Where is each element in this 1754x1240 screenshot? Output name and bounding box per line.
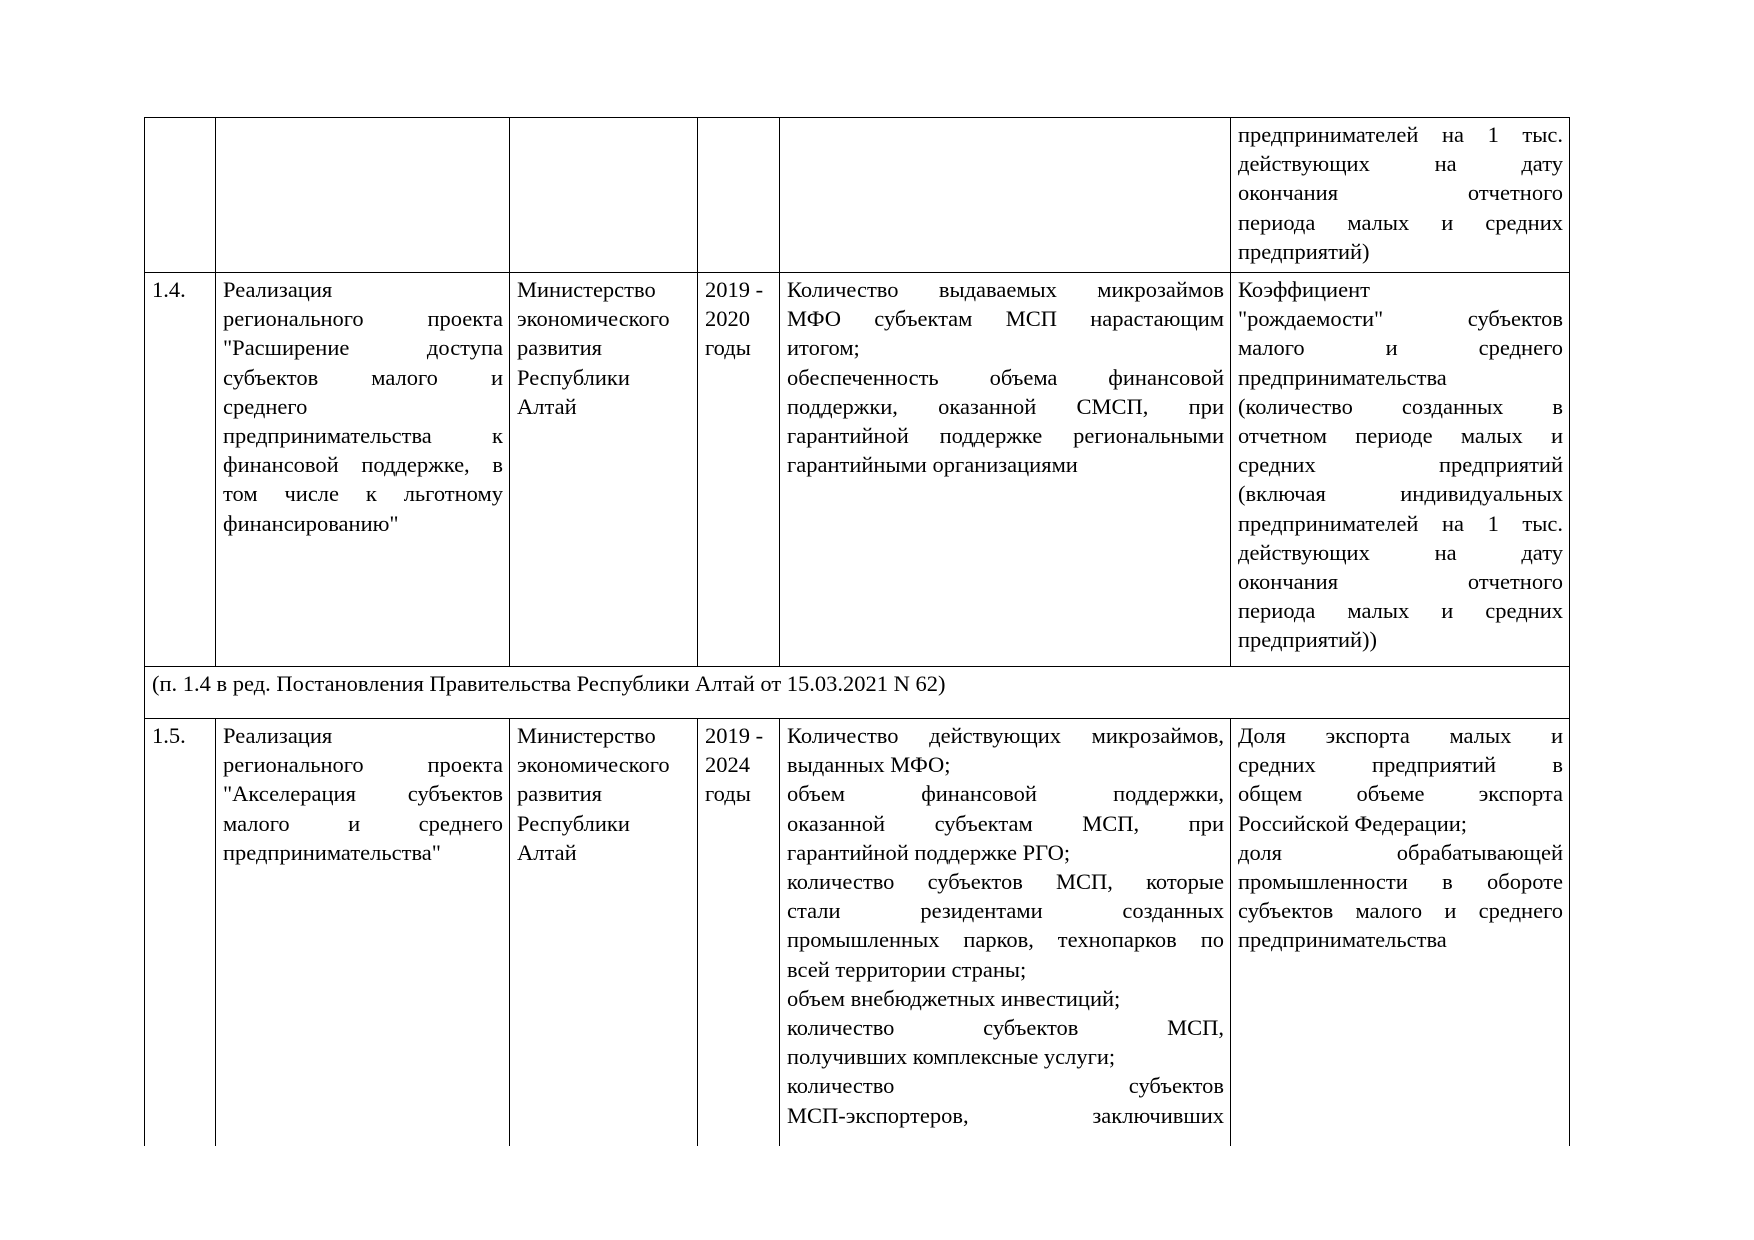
text-line: Республики: [517, 364, 630, 390]
cell-executor: [510, 719, 698, 1146]
text-line: количество субъектов МСП,: [787, 1015, 1224, 1041]
text-line: объем внебюджетных инвестиций;: [787, 985, 1121, 1011]
text-line: количество субъектов: [787, 1073, 1224, 1099]
text-line: субъектов малого и: [223, 364, 503, 390]
cell-results: [780, 118, 1231, 273]
text-line: выданных МФО;: [787, 752, 951, 778]
text-line: финансовой поддержке, в: [223, 452, 503, 478]
text-line: годы: [705, 781, 751, 807]
text-line: Алтай: [517, 839, 577, 865]
cell-results: [780, 719, 1231, 1146]
text-line: Министерство: [517, 723, 656, 748]
table-row-1-4: [145, 273, 1570, 667]
text-line: Доля экспорта малых и: [1238, 723, 1563, 748]
text-line: экономического: [517, 306, 670, 332]
text-line: Коэффициент: [1238, 277, 1370, 302]
text-line: 2019 -: [705, 277, 764, 302]
text-line: отчетном периоде малых и: [1238, 423, 1563, 449]
text-line: "Акселерация субъектов: [223, 781, 503, 807]
text-line: гарантийной поддержке региональными: [787, 423, 1224, 449]
row-number: [145, 719, 216, 1146]
table-row-continuation: [145, 118, 1570, 273]
text-line: 2020: [705, 306, 750, 332]
text-line: действующих на дату: [1238, 539, 1563, 565]
text-line: всей территории страны;: [787, 956, 1027, 982]
cell-indicator: [1231, 273, 1570, 667]
text-line: годы: [705, 335, 751, 361]
text-line: периода малых и средних: [1238, 209, 1563, 235]
text-line: малого и среднего: [1238, 335, 1563, 361]
text-line: Министерство: [517, 277, 656, 302]
text-line: субъектов малого и среднего: [1238, 898, 1563, 924]
text-line: предпринимателей на 1 тыс.: [1238, 122, 1563, 147]
text-line: средних предприятий: [1238, 452, 1563, 478]
cell-results: [780, 273, 1231, 667]
text-line: предпринимательства: [1238, 364, 1447, 390]
text-line: Реализация: [223, 723, 333, 748]
text-line: количество субъектов МСП, которые: [787, 869, 1224, 895]
text-line: окончания отчетного: [1238, 180, 1563, 206]
cell-period: [698, 118, 780, 273]
text-line: итогом;: [787, 335, 860, 361]
text-line: поддержки, оказанной СМСП, при: [787, 393, 1224, 419]
row-number: [145, 273, 216, 667]
text-line: МФО субъектам МСП нарастающим: [787, 306, 1224, 332]
text-line: гарантийной поддержке РГО;: [787, 839, 1071, 865]
text-line: стали резидентами созданных: [787, 898, 1224, 924]
text-line: получивших комплексные услуги;: [787, 1044, 1116, 1070]
amendment-note: [145, 667, 1570, 719]
text-line: предпринимателей на 1 тыс.: [1238, 510, 1563, 536]
amendment-note-text: (п. 1.4 в ред. Постановления Правительства Республики Алтай от 15.03.2021 N 62): [152, 671, 946, 696]
cell-num: [145, 118, 216, 273]
table-row-1-5: [145, 719, 1570, 1146]
text-line: промышленных парков, технопарков по: [787, 927, 1224, 953]
text-line: Алтай: [517, 393, 577, 419]
text-line: среднего: [223, 393, 308, 419]
cell-executor: [510, 118, 698, 273]
text-line: окончания отчетного: [1238, 569, 1563, 595]
text-line: предпринимательства: [1238, 927, 1447, 953]
text-line: общем объеме экспорта: [1238, 781, 1563, 807]
amendment-note-row: [145, 667, 1570, 719]
text-line: регионального проекта: [223, 752, 503, 778]
cell-indicator: [1231, 118, 1570, 273]
text-line: МСП-экспортеров, заключивших: [787, 1102, 1224, 1128]
text-line: том числе к льготному: [223, 481, 503, 507]
text-line: "Расширение доступа: [223, 335, 503, 361]
text-line: промышленности в обороте: [1238, 869, 1563, 895]
text-line: Количество действующих микрозаймов,: [787, 723, 1224, 748]
text-line: (включая индивидуальных: [1238, 481, 1563, 507]
text-line: экономического: [517, 752, 670, 778]
text-line: предприятий)): [1238, 627, 1378, 653]
text-line: объем финансовой поддержки,: [787, 781, 1224, 807]
cell-project: [216, 273, 510, 667]
text-line: финансированию": [223, 510, 399, 536]
text-line: средних предприятий в: [1238, 752, 1563, 778]
cell-project: [216, 118, 510, 273]
cell-project: [216, 719, 510, 1146]
text-line: действующих на дату: [1238, 151, 1563, 177]
text-line: оказанной субъектам МСП, при: [787, 810, 1224, 836]
text-line: периода малых и средних: [1238, 598, 1563, 624]
text-line: Реализация: [223, 277, 333, 302]
text-line: предпринимательства к: [223, 423, 503, 449]
row-number-text: 1.4.: [152, 277, 186, 302]
text-line: "рождаемости" субъектов: [1238, 306, 1563, 332]
text-line: малого и среднего: [223, 810, 503, 836]
cell-period: [698, 273, 780, 667]
text-line: доля обрабатывающей: [1238, 839, 1563, 865]
text-line: регионального проекта: [223, 306, 503, 332]
text-line: гарантийными организациями: [787, 452, 1078, 478]
cell-indicator: [1231, 719, 1570, 1146]
text-line: предпринимательства": [223, 839, 441, 865]
text-line: Количество выдаваемых микрозаймов: [787, 277, 1224, 302]
text-line: (количество созданных в: [1238, 393, 1563, 419]
text-line: развития: [517, 781, 603, 807]
text-line: развития: [517, 335, 603, 361]
text-line: Республики: [517, 810, 630, 836]
document-table: [144, 117, 1570, 1146]
text-line: Российской Федерации;: [1238, 810, 1468, 836]
cell-period: [698, 719, 780, 1146]
text-line: обеспеченность объема финансовой: [787, 364, 1224, 390]
cell-executor: [510, 273, 698, 667]
text-line: 2024: [705, 752, 750, 778]
row-number-text: 1.5.: [152, 723, 186, 748]
text-line: предприятий): [1238, 238, 1370, 264]
text-line: 2019 -: [705, 723, 764, 748]
